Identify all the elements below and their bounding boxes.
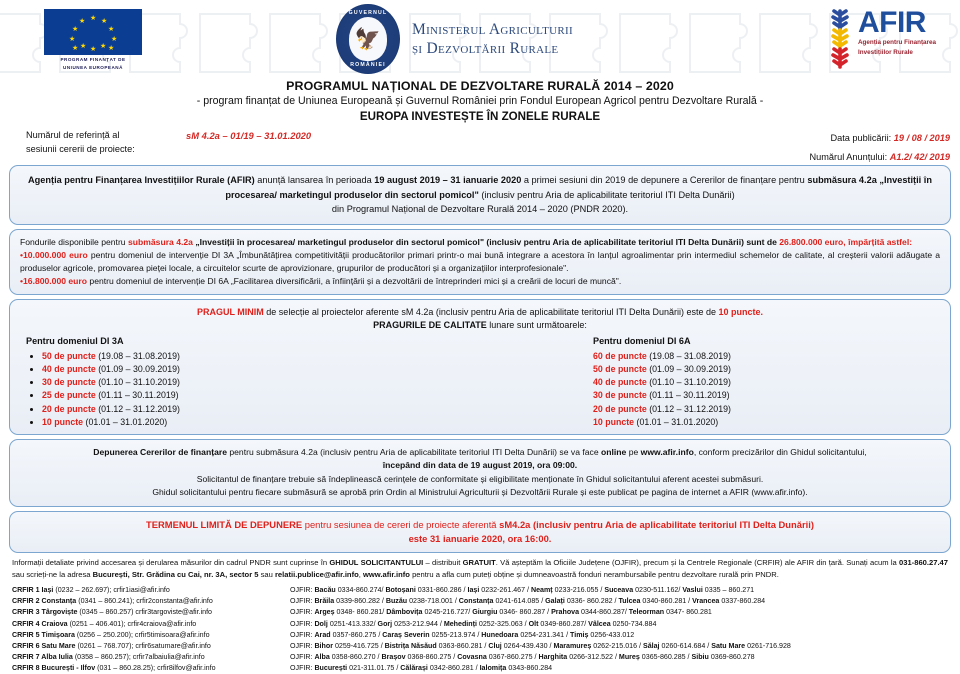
crfir-details: (0256 – 250.200); crfir5timisoara@afir.info	[74, 630, 210, 639]
publication-date-label: Data publicării:	[830, 133, 892, 143]
submission-line1	[24, 446, 936, 459]
funds-di6a-amount: •16.800.000 euro	[20, 276, 88, 287]
threshold-item	[42, 403, 480, 416]
publication-date-row	[810, 129, 950, 148]
threshold-period: (19.08 – 31.08.2019)	[646, 350, 731, 361]
ojfir-contact-row: OJFIR: Argeș 0348- 860.281/ Dâmbovița 0245-216.727/ Giurgiu 0346- 860.287 / Prahova 0344-860.287/ Teleorman 0347- 860.281	[290, 608, 712, 617]
threshold-points: 25 de puncte	[42, 390, 96, 401]
submission-eligibility-note: Solicitantul de finanțare trebuie să îndeplinească cerințele de conformitate și eligibilitate menționate în Ghidul solicitantului aferent acestei submăsuri.	[196, 473, 764, 484]
crfir-contact-row	[12, 630, 290, 641]
crfir-name: CRFIR 1 Iași	[12, 586, 54, 595]
program-title-line2: - program finanțat de Uniunea Europeană și Guvernul României prin Fondul European Agricol pentru Dezvoltare Rurală -	[196, 95, 764, 107]
submission-guide-note: Ghidul solicitantului pentru fiecare submăsură se aprobă prin Ordin al Ministrului Agriculturii și Dezvoltării Rurale și este publicat pe pagina de internet a AFIR (www.afir.info).	[152, 487, 808, 498]
funds-submeasure: submăsura 4.2a	[127, 236, 193, 247]
funds-di3a-amount: •10.000.000 euro	[20, 249, 88, 260]
reference-label	[26, 129, 135, 156]
minimum-threshold-label: PRAGUL MINIM	[196, 306, 264, 317]
minimum-threshold-value: 10 puncte.	[718, 306, 764, 317]
announcement-paragraph	[26, 173, 934, 202]
threshold-item	[42, 363, 480, 376]
announcement-text-1: anunță lansarea în perioada	[254, 175, 375, 185]
info-email-address[interactable]: relatii.publice@afir.info	[274, 569, 359, 579]
afir-sub-line2: Investițiilor Rurale	[857, 49, 913, 57]
submission-box	[9, 439, 951, 507]
threshold-points: 30 de puncte	[593, 390, 647, 401]
funds-intro	[20, 236, 940, 249]
submission-text-2: pe	[626, 447, 641, 458]
crfir-name: CRFIR 4 Craiova	[12, 619, 68, 628]
crfir-details: (0358 – 860.257); crfir7albaiulia@afir.info	[72, 652, 205, 661]
submission-website-link[interactable]: www.afir.info	[640, 447, 694, 458]
quality-thresholds-label: PRAGURILE DE CALITATE	[373, 320, 487, 330]
available-funds-box	[9, 229, 951, 295]
info-free-label: GRATUIT	[462, 558, 496, 568]
threshold-period: (01.11 – 30.11.2019)	[95, 390, 179, 401]
announcement-agency: Agenția pentru Finanțarea Investițiilor Rurale (AFIR)	[28, 175, 255, 185]
minimum-threshold-line	[20, 306, 940, 319]
deadline-box	[9, 511, 951, 553]
deadline-line1	[22, 518, 938, 532]
ojfir-contact-row: OJFIR: București 021-311.01.75 / Călărași 0342-860.281 / Ialomița 0343-860.284	[290, 663, 553, 672]
crfir-contact-row	[12, 596, 290, 607]
threshold-item	[593, 389, 940, 402]
funds-total-amount: 26.800.000 euro, împărțită astfel:	[779, 236, 913, 247]
announcement-program-line: din Programul Național de Dezvoltare Rurală 2014 – 2020 (PNDR 2020).	[331, 204, 629, 215]
document-header	[0, 0, 960, 76]
funds-item-di6a	[20, 275, 940, 288]
eu-logo	[40, 9, 146, 71]
submission-label: Depunerea Cererilor de finanțare	[93, 447, 227, 458]
info-paragraph	[12, 557, 948, 580]
crfir-name: CRFIR 2 Constanța	[12, 597, 77, 606]
threshold-points: 20 de puncte	[42, 403, 96, 414]
info-text-m: pentru a afla cum puteți obține și dumneavoastră fonduri nerambursabile pentru dezvoltare rurală prin PNDR.	[409, 569, 779, 579]
ojfir-contact-row: OJFIR: Arad 0357-860.275 / Caraș Severin 0255-213.974 / Hunedoara 0254-231.341 / Timiș 0256-433.012	[290, 630, 635, 639]
crfir-contacts-column	[12, 585, 290, 674]
announcement-number-label: Numărul Anunțului:	[809, 152, 888, 162]
threshold-period: (01.09 – 30.09.2019)	[646, 364, 731, 375]
threshold-period: (01.10 – 31.10.2019)	[646, 377, 731, 388]
announcement-number-value: A1.2/ 42/ 2019	[889, 152, 950, 162]
crfir-name: CRFIR 8 București - Ilfov	[12, 663, 96, 672]
crfir-details: (0261 – 768.707); crfir6satumare@afir.info	[75, 641, 211, 650]
threshold-points: 50 de puncte	[593, 364, 647, 375]
info-text-i: sau	[258, 569, 275, 579]
submission-text-3: , conform precizărilor din Ghidul solicitantului,	[693, 447, 867, 458]
ojfir-contact-row: OJFIR: Alba 0358-860.270 / Brașov 0368-860.275 / Covasna 0367-860.275 / Harghita 0266-312.522 / Mureș 0365-860.285 / Sibiu 0369-860.278	[290, 652, 755, 661]
thresholds-column-di6a	[480, 335, 940, 429]
threshold-item	[593, 403, 940, 416]
afir-sub-line1: Agenția pentru Finanțarea	[857, 39, 936, 46]
eu-caption-line1: PROGRAM FINANȚAT DE	[60, 57, 126, 62]
deadline-label: TERMENUL LIMITĂ DE DEPUNERE	[146, 518, 303, 530]
threshold-period: (01.09 – 30.09.2019)	[95, 364, 180, 375]
announcement-iti-note: (inclusiv pentru Aria de aplicabilitate teritoriul ITI Delta Dunării)	[478, 189, 735, 200]
threshold-points: 20 de puncte	[593, 403, 647, 414]
ojfir-contact-row: OJFIR: Bacău 0334-860.274/ Botoșani 0331-860.286 / Iași 0232-261.467 / Neamț 0233-216.055 / Suceava 0230-511.162/ Vaslui 0335 – 860.271	[290, 586, 755, 595]
ministry-logo	[336, 4, 573, 74]
program-title-line3: EUROPA INVESTEȘTE ÎN ZONELE RURALE	[359, 110, 601, 123]
thresholds-di3a-title: Pentru domeniul DI 3A	[26, 336, 124, 347]
threshold-item	[593, 416, 940, 429]
ministry-name	[412, 20, 573, 58]
info-text-e: . Vă așteptăm la Oficiile Județene (OJFIR), precum și la Centrele Regionale (CRFIR) ale AFIR din țară. Sunați acum la	[495, 558, 900, 568]
info-phone-number[interactable]: 031-860.27.47	[899, 558, 948, 568]
threshold-period: (19.08 – 31.08.2019)	[95, 350, 180, 361]
reference-label-line2: sesiunii cererii de proiecte:	[26, 143, 135, 154]
deadline-date: este 31 ianuarie 2020, ora 16:00.	[408, 532, 552, 544]
funds-intro-a: Fondurile disponibile pentru	[20, 236, 128, 247]
crfir-name: CRFIR 7 Alba Iulia	[12, 652, 73, 661]
reference-label-line1: Numărul de referință al	[26, 130, 120, 140]
info-postal-address: București, Str. Grădina cu Cai, nr. 3A, sector 5	[92, 569, 259, 579]
threshold-period: (01.12 – 31.12.2019)	[95, 403, 180, 414]
announcement-box	[9, 165, 951, 225]
seal-inner	[349, 17, 387, 61]
quality-thresholds-line	[20, 319, 940, 332]
publication-info	[810, 129, 950, 167]
threshold-item	[42, 376, 480, 389]
afir-logo	[827, 8, 936, 69]
crfir-contact-row	[12, 619, 290, 630]
threshold-item	[593, 350, 940, 363]
seal-bottom-text: ROMÂNIEI	[350, 62, 386, 68]
ojfir-contacts-column	[290, 585, 950, 674]
reference-row	[0, 129, 960, 165]
ojfir-contact-row: OJFIR: Bihor 0259-416.725 / Bistrița Năsăud 0363-860.281 / Cluj 0264-439.430 / Maramureș 0262-215.016 / Sălaj 0260-614.684 / Satu Mare 0261-716.928	[290, 641, 791, 650]
crfir-name: CRFIR 3 Târgoviște	[12, 608, 78, 617]
deadline-submeasure: sM4.2a (inclusiv pentru Aria de aplicabilitate teritoriul ITI Delta Dunării)	[499, 518, 814, 530]
crfir-contact-row	[12, 641, 290, 652]
submission-text-1: pentru submăsura 4.2a (inclusiv pentru Aria de aplicabilitate teritoriul ITI Delta Dunării) se va face	[226, 447, 601, 458]
ojfir-contact-row: OJFIR: Brăila 0339-860.282 / Buzău 0238-718.001 / Constanța 0241-614.085 / Galați 0336- 860.282 / Tulcea 0340-860.281 / Vrancea 0337-860.284	[290, 597, 766, 606]
info-website-link[interactable]: www.afir.info	[362, 569, 410, 579]
threshold-period: (01.01 – 31.01.2020)	[634, 416, 719, 427]
funds-di6a-text: pentru domeniul de intervenție DI 6A „Facilitarea diversificării, a înființării și a dezvoltării de întreprinderi mici și a creării de locuri de muncă".	[87, 276, 622, 287]
threshold-points: 30 de puncte	[42, 377, 96, 388]
threshold-item	[42, 416, 480, 429]
seal-top-text: GUVERNUL	[348, 10, 388, 16]
crfir-details: (031 – 860.28.25); crfir8ilfov@afir.info	[95, 663, 216, 672]
info-text-c: – distribuit	[423, 558, 463, 568]
threshold-item	[42, 350, 480, 363]
crfir-details: (0345 – 860.257) crfir3targoviste@afir.info	[77, 608, 213, 617]
crfir-name: CRFIR 5 Timișoara	[12, 630, 75, 639]
crfir-contact-row	[12, 663, 290, 674]
threshold-points: 40 de puncte	[42, 364, 96, 375]
submission-start-date: începând din data de 19 august 2019, ora 09:00.	[382, 460, 578, 471]
info-text-a: Informații detaliate privind accesarea și derularea măsurilor din cadrul PNDR sunt cuprinse în	[12, 558, 330, 568]
threshold-period: (01.11 – 30.11.2019)	[646, 390, 730, 401]
deadline-text: pentru sesiunea de cereri de proiecte aferentă	[302, 518, 500, 530]
crfir-name: CRFIR 6 Satu Mare	[12, 641, 76, 650]
threshold-item	[593, 363, 940, 376]
announcement-submeasure: submăsura 4.2a „Investiții în procesarea/ marketingul produselor din sectorul pomicol"	[225, 175, 932, 200]
quality-thresholds-text: lunare sunt următoarele:	[486, 320, 587, 330]
minimum-threshold-text: de selecție al proiectelor aferente sM 4.2a (inclusiv pentru Aria de aplicabilitate teritoriul ITI Delta Dunării) este de	[263, 306, 719, 317]
announcement-text-2: a primei sesiuni din 2019 de depunere a Cererilor de finanțare pentru	[521, 175, 808, 185]
publication-date-value: 19 / 08 / 2019	[893, 133, 950, 143]
ministry-line1: Ministerul Agriculturii	[412, 21, 573, 38]
threshold-period: (01.01 – 31.01.2020)	[83, 416, 168, 427]
afir-wheat-icon	[827, 9, 853, 69]
ministry-line2: și Dezvoltării Rurale	[412, 40, 559, 57]
threshold-points: 40 de puncte	[593, 377, 647, 388]
threshold-points: 60 de puncte	[593, 350, 647, 361]
ojfir-contact-row: OJFIR: Dolj 0251-413.332/ Gorj 0253-212.944 / Mehedinți 0252-325.063 / Olt 0349-860.287/ Vâlcea 0250-734.884	[290, 619, 657, 628]
thresholds-di6a-title: Pentru domeniul DI 6A	[593, 336, 691, 347]
romanian-government-seal-icon	[336, 4, 400, 74]
thresholds-di6a-list	[498, 350, 940, 429]
threshold-period: (01.12 – 31.12.2019)	[646, 403, 731, 414]
crfir-contact-row	[12, 585, 290, 596]
info-text-g: sau scrieți-ne la adresa	[12, 569, 93, 579]
crfir-contact-row	[12, 652, 290, 663]
program-title-block	[0, 79, 960, 124]
crfir-details: (0251 – 406.401); crfir4craiova@afir.info	[67, 619, 197, 628]
program-title-line1: PROGRAMUL NAȚIONAL DE DEZVOLTARE RURALĂ 2014 – 2020	[286, 79, 674, 93]
crfir-details: (0232 – 262.697); crfir1iasi@afir.info	[53, 586, 170, 595]
announcement-number-row	[810, 148, 950, 167]
eagle-icon: 🦅	[354, 27, 382, 51]
threshold-period: (01.10 – 31.10.2019)	[95, 377, 180, 388]
threshold-item	[42, 389, 480, 402]
funds-item-di3a	[20, 249, 940, 275]
thresholds-box	[9, 299, 951, 435]
thresholds-columns	[20, 335, 940, 429]
thresholds-di3a-list	[26, 350, 480, 429]
info-guide-label: GHIDUL SOLICITANTULUI	[329, 558, 424, 568]
info-text-k: ,	[358, 569, 363, 579]
threshold-points: 50 de puncte	[42, 350, 96, 361]
thresholds-column-di3a	[20, 335, 480, 429]
reference-code: sM 4.2a – 01/19 – 31.01.2020	[186, 130, 312, 141]
crfir-contact-row	[12, 607, 290, 618]
submission-online-word: online	[601, 447, 627, 458]
crfir-details: (0341 – 860.241); crfir2constanta@afir.info	[76, 597, 213, 606]
eu-flag-icon: ★ ★ ★ ★ ★ ★ ★ ★ ★ ★ ★ ★	[44, 9, 142, 55]
eu-caption-line2: UNIUNEA EUROPEANĂ	[63, 65, 123, 70]
funds-di3a-text: pentru domeniul de intervenție DI 3A „Îmbunătățirea competitivității producătorilor primari printr-o mai bună integrare a acestora în lanțul agroalimentar prin intermediul schemelor de calitate, al creșterii valorii adăugate a produselor agricole, promovarea pieței locale, a circuitelor scurte de aprovizionare, grupurilor de producători și a organizațiilor interprofesionale".	[20, 249, 941, 274]
afir-title: AFIR	[857, 6, 926, 39]
contacts-section	[12, 585, 950, 674]
threshold-points: 10 puncte	[593, 416, 635, 427]
threshold-item	[593, 376, 940, 389]
funds-intro-c: „Investiții în procesarea/ marketingul produselor din sectorul pomicol" (inclusiv pentru Aria de aplicabilitate teritoriul ITI Delta Dunării) sunt de	[192, 236, 780, 247]
threshold-points: 10 puncte	[42, 416, 84, 427]
announcement-period: 19 august 2019 – 31 ianuarie 2020	[374, 175, 522, 185]
